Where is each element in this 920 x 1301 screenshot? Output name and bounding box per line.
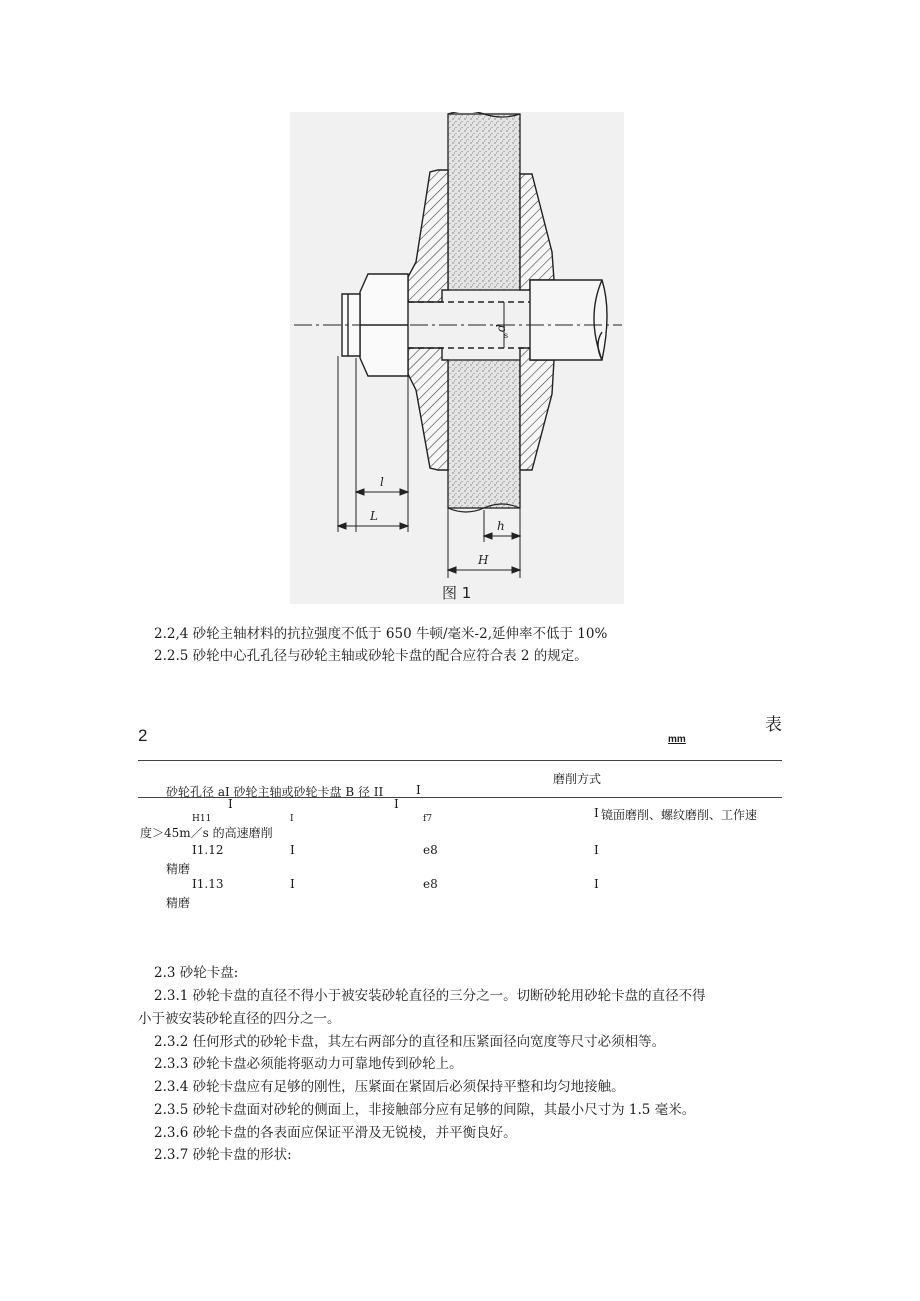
table-header-method: 磨削方式	[553, 772, 602, 786]
paragraph-2-2-4: 2.2,4 砂轮主轴材料的抗拉强度不低于 650 牛顿/毫米-2,延伸率不低于 10%	[154, 626, 608, 642]
dimension-d-label: d	[494, 324, 508, 332]
dimension-L-label: L	[370, 509, 378, 523]
figure-caption: 图 1	[442, 584, 472, 602]
table-row-1-hole-fit: H11	[192, 814, 212, 824]
table-row-1-separator: I	[290, 814, 294, 824]
dimension-h-label: h	[497, 519, 505, 533]
section-2-3-heading: 2.3 砂轮卡盘:	[154, 965, 239, 981]
table-row-2-separator: I	[594, 843, 599, 857]
table-row-3-hole-fit: I1.13	[192, 877, 224, 891]
table-row-3-shaft-fit: e8	[423, 877, 438, 891]
paragraph-2-3-1-line-2: 小于被安装砂轮直径的四分之一。	[138, 1011, 341, 1027]
table-unit: mm	[668, 734, 686, 745]
table-row-1-separator: I	[594, 806, 599, 820]
paragraph-2-3-6: 2.3.6 砂轮卡盘的各表面应保证平滑及无锐棱，并平衡良好。	[154, 1125, 517, 1141]
paragraph-2-3-4: 2.3.4 砂轮卡盘应有足够的刚性，压紧面在紧固后必须保持平整和均匀地接触。	[154, 1079, 625, 1095]
table-row-1-method: 镜面磨削、螺纹磨削、工作速	[601, 808, 758, 822]
paragraph-2-3-5: 2.3.5 砂轮卡盘面对砂轮的侧面上，非接触部分应有足够的间隙，其最小尺寸为 1.5 毫米。	[154, 1102, 696, 1118]
dimension-d-subscript: s	[504, 331, 509, 340]
paragraph-2-3-2: 2.3.2 任何形式的砂轮卡盘，其左右两部分的直径和压紧面径向宽度等尺寸必须相等。	[154, 1034, 666, 1050]
table-subheader-mark: I	[394, 797, 399, 811]
paragraph-2-3-1-line-1: 2.3.1 砂轮卡盘的直径不得小于被安装砂轮直径的三分之一。切断砂轮用砂轮卡盘的直径不得	[154, 988, 706, 1004]
table-row-1-method-cont: 度＞45m／s 的高速磨削	[140, 826, 273, 840]
paragraph-2-2-5: 2.2.5 砂轮中心孔孔径与砂轮主轴或砂轮卡盘的配合应符合表 2 的规定。	[154, 648, 588, 664]
figure-grinding-wheel-flange	[290, 112, 624, 604]
table-row-3-separator: I	[290, 877, 295, 891]
table-header-separator: I	[416, 783, 421, 797]
table-row-3-separator: I	[594, 877, 599, 891]
table-title-prefix: 表	[765, 715, 782, 734]
table-top-rule	[138, 760, 782, 761]
table-row-2-method: 精磨	[166, 862, 191, 876]
table-subheader-mark: I	[228, 797, 233, 811]
table-row-1-shaft-fit: f7	[423, 814, 433, 824]
paragraph-2-3-7: 2.3.7 砂轮卡盘的形状:	[154, 1147, 292, 1163]
table-row-3-method: 精磨	[166, 896, 191, 910]
table-row-2-hole-fit: I1.12	[192, 843, 224, 857]
table-row-2-shaft-fit: e8	[423, 843, 438, 857]
dimension-l-label: l	[380, 475, 384, 489]
paragraph-2-3-3: 2.3.3 砂轮卡盘必须能将驱动力可靠地传到砂轮上。	[154, 1056, 463, 1072]
table-row-2-separator: I	[290, 843, 295, 857]
table-header-rule	[138, 797, 782, 798]
dimension-H-label: H	[478, 553, 489, 567]
table-header-columns: 砂轮孔径 aI 砂轮主轴或砂轮卡盘 B 径 II	[166, 785, 384, 799]
table-title-number: 2	[138, 726, 148, 745]
